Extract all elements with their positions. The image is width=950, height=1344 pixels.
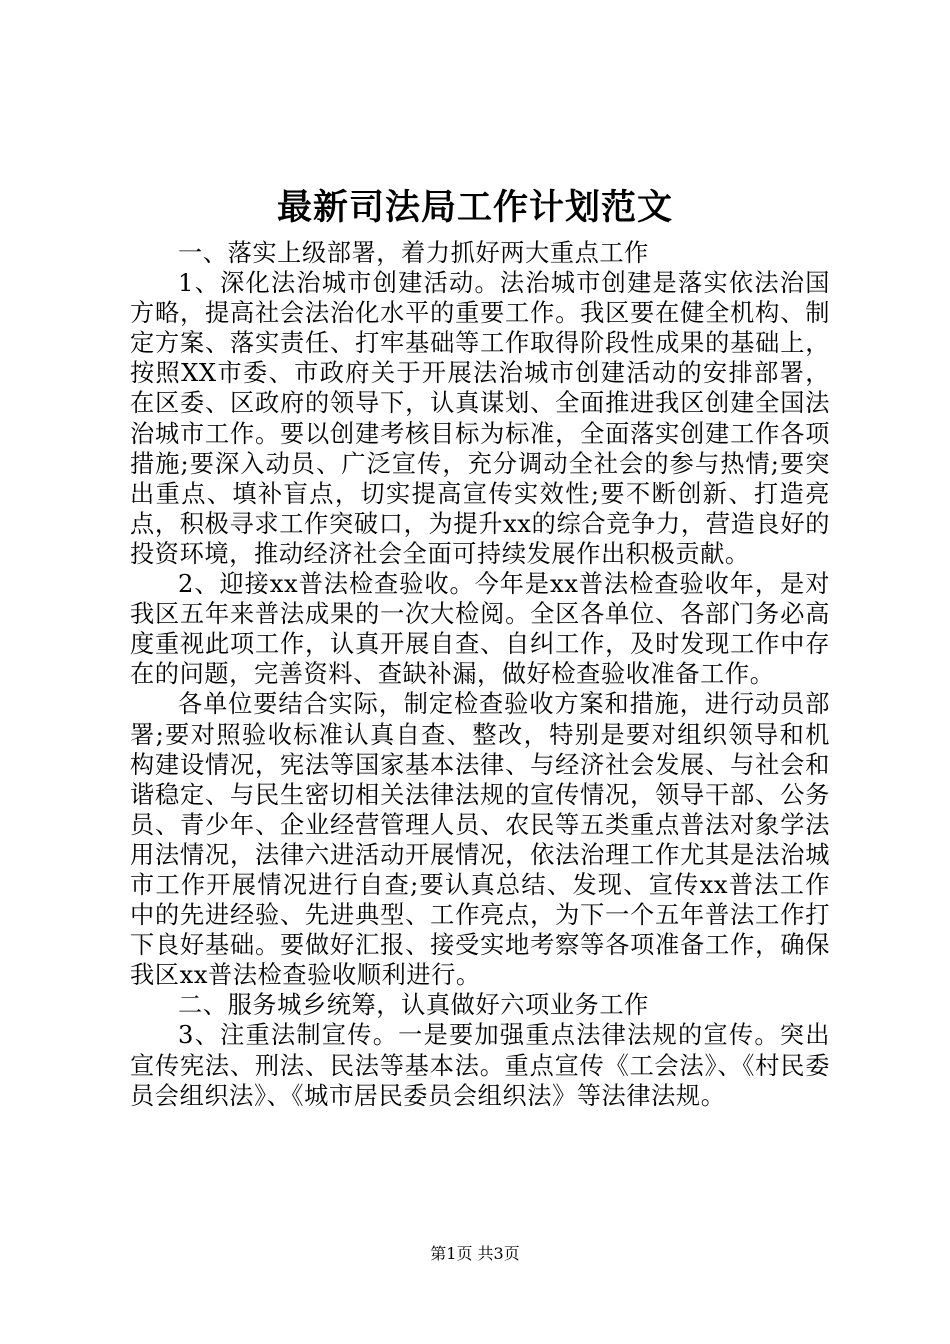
paragraph-item-2: 2、迎接xx普法检查验收。今年是xx普法检查验收年，是对我区五年来普法成果的一次大检阅。全区各单位、各部门务必高度重视此项工作，认真开展自查、自纠工作，及时发现工作中存在的问题，完善资料、查缺补漏，做好检查验收准备工作。	[130, 570, 830, 689]
section-heading-1: 一、落实上级部署，着力抓好两大重点工作	[178, 239, 649, 267]
paragraph-inspection: 各单位要结合实际，制定检查验收方案和措施，进行动员部署;要对照验收标准认真自查、整改，特别是要对组织领导和机构建设情况，宪法等国家基本法律、与经济社会发展、与社会和谐稳定、与民生密切相关法律法规的宣传情况，领导干部、公务员、青少年、企业经营管理人员、农民等五类重点普法对象学法用法情况，法律六进活动开展情况，依法治理工作尤其是法治城市工作开展情况进行自查;要认真总结、发现、宣传xx普法工作中的先进经验、先进典型、工作亮点，为下一个五年普法工作打下良好基础。要做好汇报、接受实地考察等各项准备工作，确保我区xx普法检查验收顺利进行。	[130, 690, 830, 990]
document-title: 最新司法局工作计划范文	[276, 187, 673, 228]
section-heading-2: 二、服务城乡统筹，认真做好六项业务工作	[178, 991, 649, 1020]
paragraph-item-1: 1、深化法治城市创建活动。法治城市创建是落实依法治国方略，提高社会法治化水平的重要工作。我区要在健全机构、制定方案、落实责任、打牢基础等工作取得阶段性成果的基础上，按照XX市委、市政府关于开展法治城市创建活动的安排部署，在区委、区政府的领导下，认真谋划、全面推进我区创建全国法治城市工作。要以创建考核目标为标准，全面落实创建工作各项措施;要深入动员、广泛宣传，充分调动全社会的参与热情;要突出重点、填补盲点，切实提高宣传实效性;要不断创新、打造亮点，积极寻求工作突破口，为提升xx的综合竞争力，营造良好的投资环境，推动经济社会全面可持续发展作出积极贡献。	[130, 269, 830, 568]
document-body	[130, 238, 830, 1111]
page-number-footer: 第1页 共3页	[430, 1244, 520, 1263]
paragraph-item-3: 3、注重法制宣传。一是要加强重点法律法规的宣传。突出宣传宪法、刑法、民法等基本法。重点宣传《工会法》、《村民委员会组织法》、《城市居民委员会组织法》等法律法规。	[130, 1021, 830, 1110]
